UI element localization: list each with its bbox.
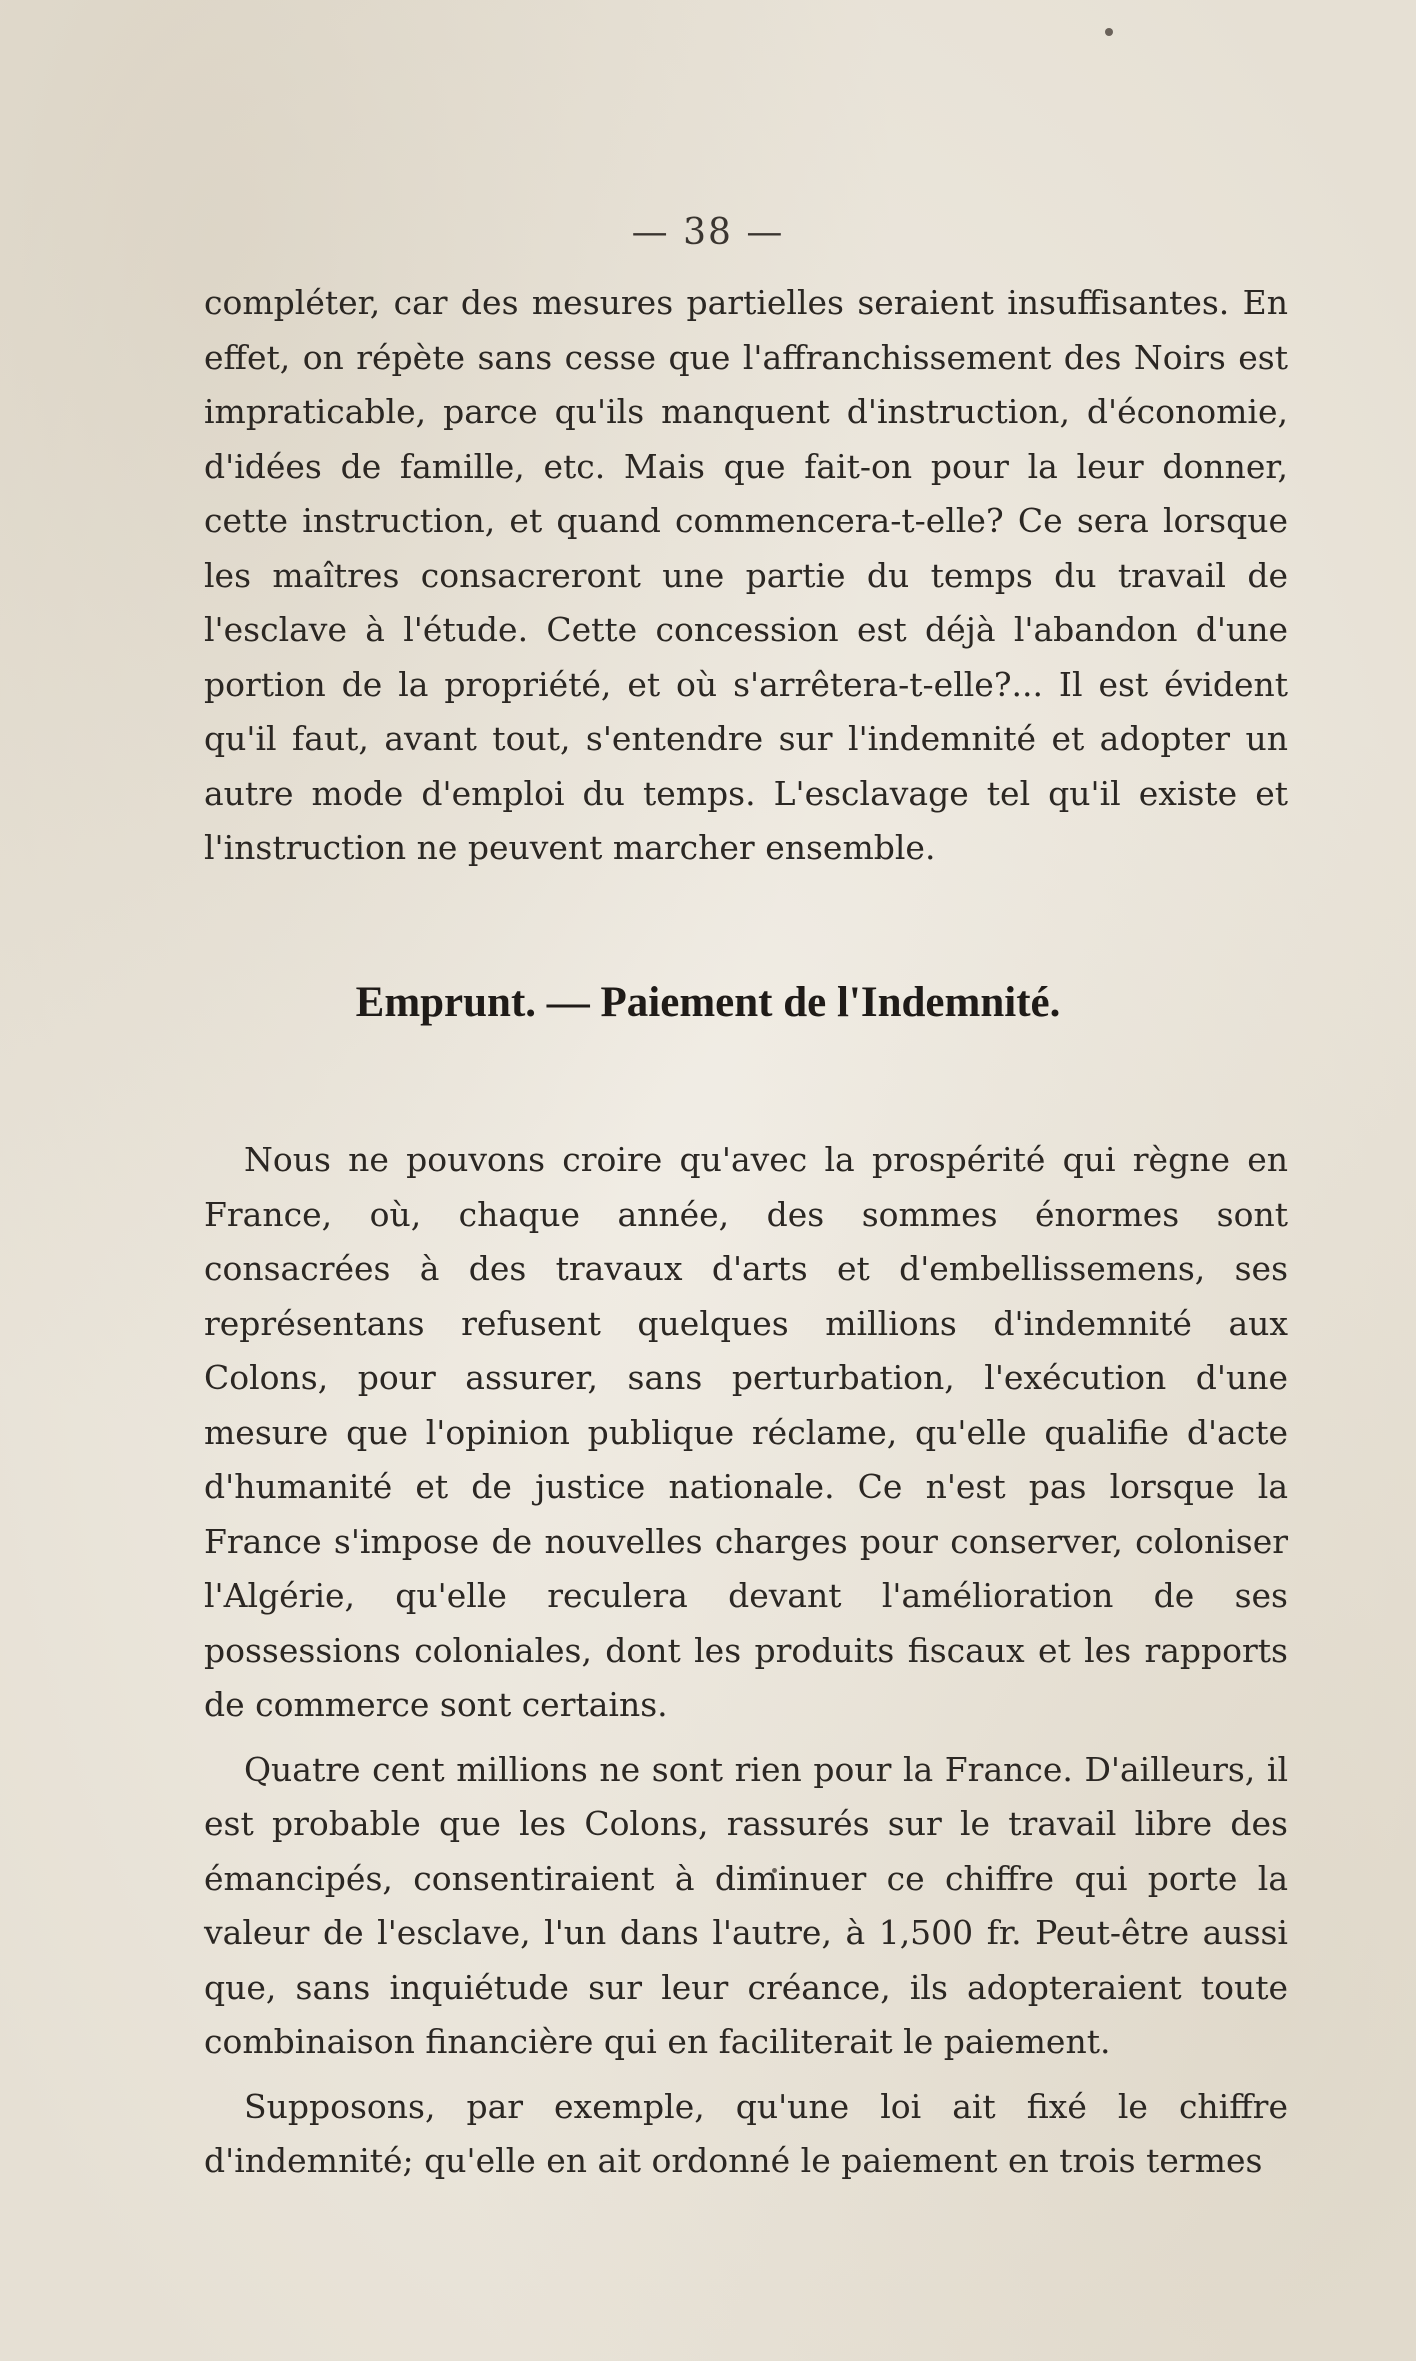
paragraph: Supposons, par exemple, qu'une loi ait fixé le chiffre d'indemnité; qu'elle en ait ordonné le paiement en trois termes [204,2086,1288,2180]
section-heading: Emprunt. — Paiement de l'Indemnité. [355,979,1061,1026]
paragraph: Quatre cent millions ne sont rien pour la France. D'ailleurs, il est probable que les Colons, rassurés sur le travail libre des émancipés, consentiraient à diminuer ce chiffre qui porte la valeur de l'esclave, l'un dans l'autre, à 1,500 fr. Peut-être aussi que, sans inquiétude sur leur créance, ils adopteraient toute combinaison financière qui en faciliterait le paiement. [204,1749,1288,2061]
paper-speck [1105,28,1113,36]
paragraph: compléter, car des mesures partielles seraient insuffisantes. En effet, on répète sans cesse que l'affranchissement des Noirs est impraticable, parce qu'ils manquent d'instruction, d'économie, d'idées de famille, etc. Mais que fait-on pour la leur donner, cette instruction, et quand commencera-t-elle? Ce sera lorsque les maîtres consacreront une partie du temps du travail de l'esclave à l'étude. Cette concession est déjà l'abandon d'une portion de la propriété, et où s'arrêtera-t-elle?... Il est évident qu'il faut, avant tout, s'entendre sur l'indemnité et adopter un autre mode d'emploi du temps. L'esclavage tel qu'il existe et l'instruction ne peuvent marcher ensemble. [204,283,1288,867]
page-number: — 38 — [631,212,785,253]
continued-paragraph-block [204,276,1288,886]
section-body [204,1133,1288,2199]
paragraph: Nous ne pouvons croire qu'avec la prospérité qui règne en France, où, chaque année, des sommes énormes sont consacrées à des travaux d'arts et d'embellissemens, ses représentans refusent quelques millions d'indemnité aux Colons, pour assurer, sans perturbation, l'exécution d'une mesure que l'opinion publique réclame, qu'elle qualifie d'acte d'humanité et de justice nationale. Ce n'est pas lorsque la France s'impose de nouvelles charges pour conserver, coloniser l'Algérie, qu'elle reculera devant l'amélioration de ses possessions coloniales, dont les produits fiscaux et les rapports de commerce sont certains. [204,1140,1288,1724]
